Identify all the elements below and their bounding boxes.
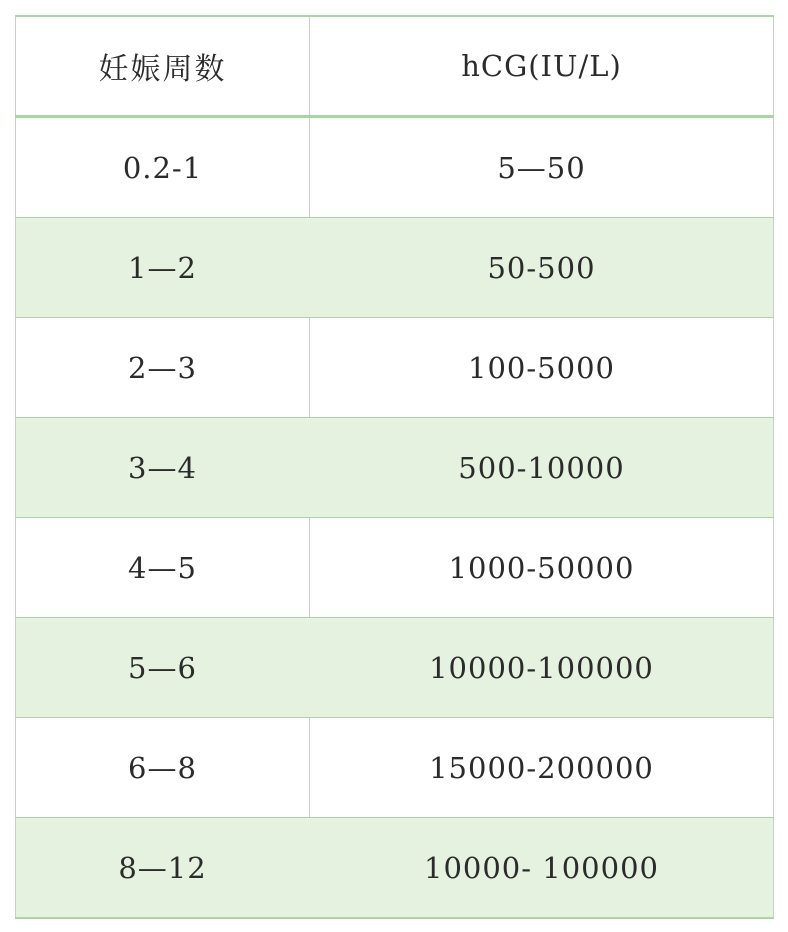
hcg-table bbox=[15, 15, 774, 919]
table-row bbox=[16, 518, 774, 618]
header-row bbox=[16, 16, 774, 117]
table-row bbox=[16, 618, 774, 718]
header-pregnancy-weeks: 妊娠周数 bbox=[16, 16, 310, 117]
weeks-cell: 1—2 bbox=[16, 218, 310, 318]
table-header bbox=[16, 16, 774, 117]
weeks-cell: 2—3 bbox=[16, 318, 310, 418]
hcg-cell: 10000-100000 bbox=[310, 618, 774, 718]
weeks-cell: 8—12 bbox=[16, 818, 310, 919]
table-row bbox=[16, 818, 774, 919]
hcg-cell: 10000- 100000 bbox=[310, 818, 774, 919]
hcg-cell: 100-5000 bbox=[310, 318, 774, 418]
hcg-cell: 50-500 bbox=[310, 218, 774, 318]
hcg-cell: 1000-50000 bbox=[310, 518, 774, 618]
table-row bbox=[16, 318, 774, 418]
weeks-cell: 4—5 bbox=[16, 518, 310, 618]
table-row bbox=[16, 418, 774, 518]
hcg-cell: 15000-200000 bbox=[310, 718, 774, 818]
table-row bbox=[16, 117, 774, 218]
hcg-cell: 500-10000 bbox=[310, 418, 774, 518]
weeks-cell: 5—6 bbox=[16, 618, 310, 718]
hcg-cell: 5—50 bbox=[310, 117, 774, 218]
table-row bbox=[16, 218, 774, 318]
weeks-cell: 0.2-1 bbox=[16, 117, 310, 218]
weeks-cell: 3—4 bbox=[16, 418, 310, 518]
table-row bbox=[16, 718, 774, 818]
header-hcg: hCG(IU/L) bbox=[310, 16, 774, 117]
table-body bbox=[16, 117, 774, 919]
weeks-cell: 6—8 bbox=[16, 718, 310, 818]
